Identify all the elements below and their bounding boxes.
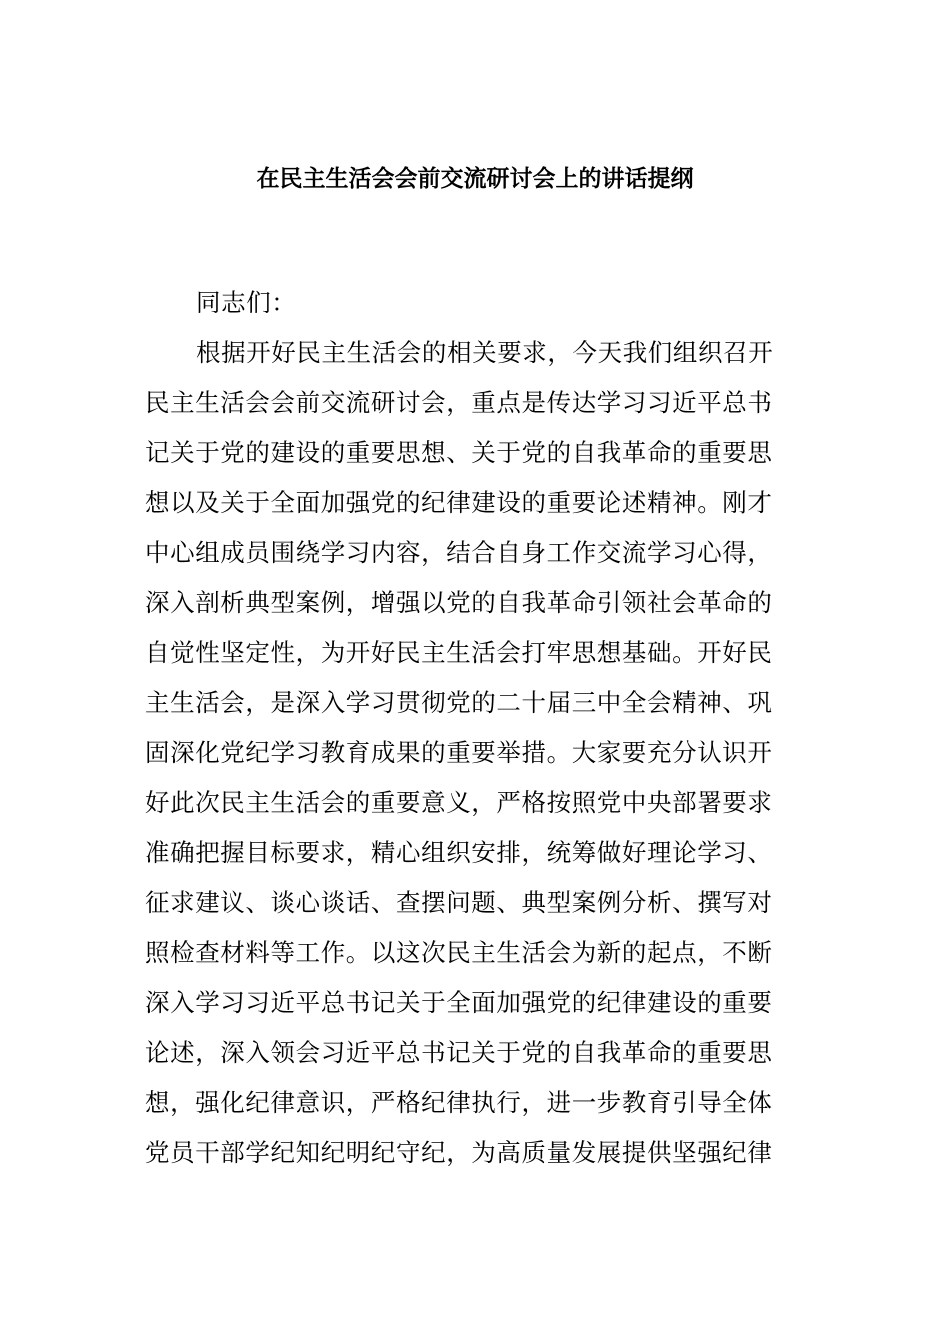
paragraph-line: 想，强化纪律意识，严格纪律执行，进一步教育引导全体 [145, 1088, 773, 1117]
paragraph-line: 照检查材料等工作。以这次民主生活会为新的起点，不断 [145, 938, 773, 967]
paragraph-line: 民主生活会会前交流研讨会，重点是传达学习习近平总书 [145, 388, 773, 417]
paragraph-line: 论述，深入领会习近平总书记关于党的自我革命的重要思 [145, 1038, 773, 1067]
paragraph-line: 好此次民主生活会的重要意义，严格按照党中央部署要求 [145, 788, 773, 817]
paragraph-line: 想以及关于全面加强党的纪律建设的重要论述精神。刚才 [145, 488, 773, 517]
paragraph-line: 固深化党纪学习教育成果的重要举措。大家要充分认识开 [145, 738, 773, 767]
paragraph-line: 自觉性坚定性，为开好民主生活会打牢思想基础。开好民 [145, 638, 773, 667]
document-body [145, 278, 805, 1178]
paragraph-line: 深入学习习近平总书记关于全面加强党的纪律建设的重要 [145, 988, 773, 1017]
paragraph-line: 深入剖析典型案例，增强以党的自我革命引领社会革命的 [145, 588, 773, 617]
paragraph-line: 准确把握目标要求，精心组织安排，统筹做好理论学习、 [145, 838, 773, 867]
paragraph-line: 根据开好民主生活会的相关要求，今天我们组织召开 [196, 338, 774, 367]
paragraph-line: 记关于党的建设的重要思想、关于党的自我革命的重要思 [145, 438, 773, 467]
document-title: 在民主生活会会前交流研讨会上的讲话提纲 [256, 166, 694, 192]
paragraph-line: 征求建议、谈心谈话、查摆问题、典型案例分析、撰写对 [145, 888, 773, 917]
paragraph-line: 中心组成员围绕学习内容，结合自身工作交流学习心得， [145, 538, 773, 567]
salutation: 同志们： [196, 288, 297, 317]
paragraph-line: 党员干部学纪知纪明纪守纪，为高质量发展提供坚强纪律 [145, 1138, 773, 1167]
paragraph-line: 主生活会，是深入学习贯彻党的二十届三中全会精神、巩 [145, 688, 773, 717]
